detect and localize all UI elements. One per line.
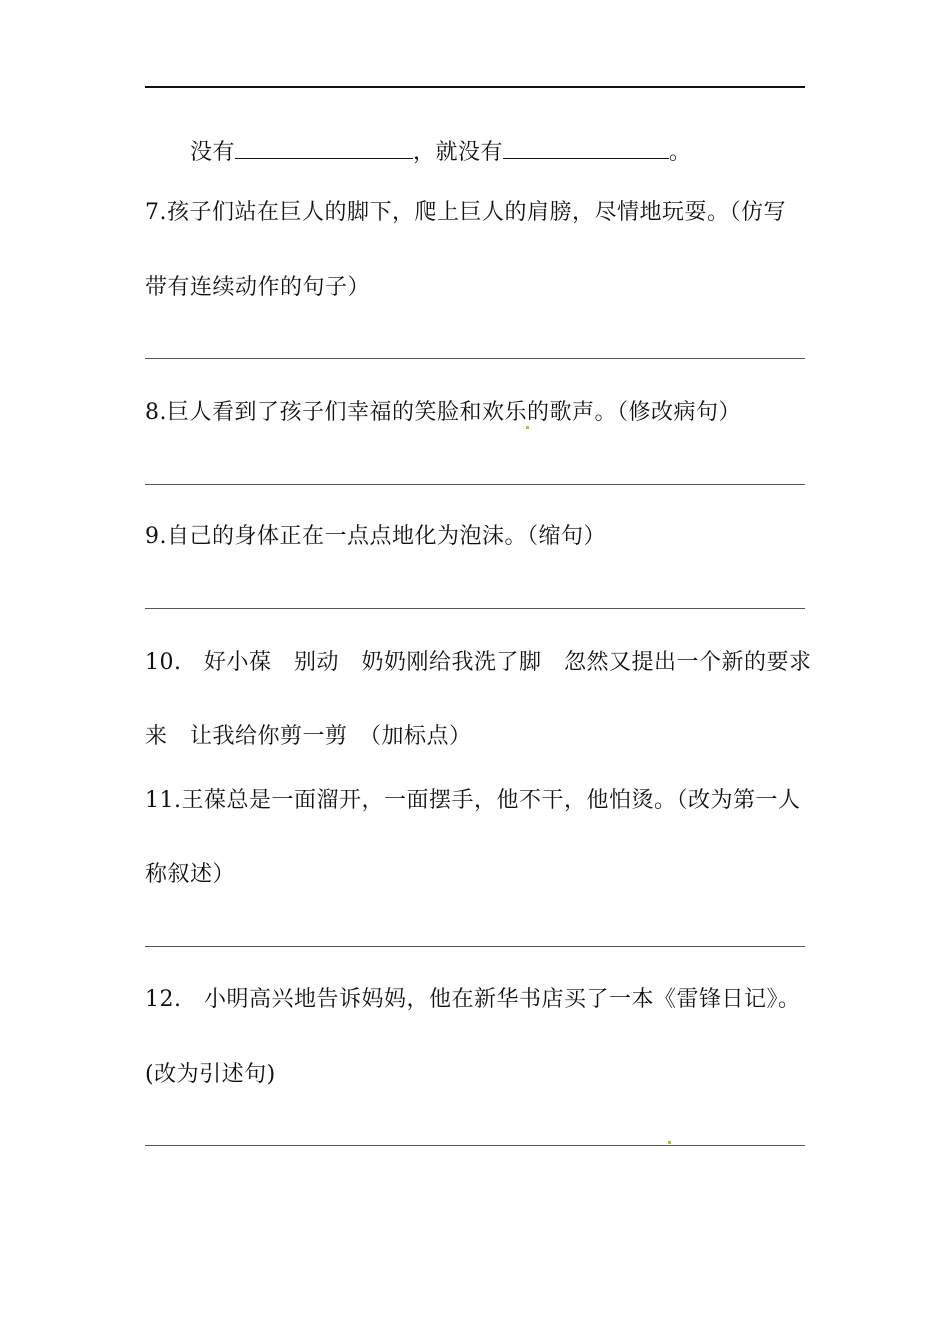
answer-blank-1[interactable] (235, 138, 413, 159)
answer-line-8[interactable] (145, 484, 805, 485)
fill-suffix: 。 (669, 140, 692, 165)
answer-line-12[interactable] (145, 1145, 805, 1146)
answer-line-11[interactable] (145, 946, 805, 947)
fill-in-sentence (190, 138, 692, 168)
top-rule (145, 86, 805, 88)
answer-blank-2[interactable] (503, 138, 669, 159)
stray-dot (668, 1141, 671, 1144)
question-11-line-2: 称叙述） (145, 862, 236, 887)
question-11-line-1: 11.王葆总是一面溜开，一面摆手，他不干，他怕烫。（改为第一人 (145, 788, 801, 813)
question-7-line-2: 带有连续动作的句子） (145, 275, 371, 300)
question-10-line-1: 10. 好小葆 别动 奶奶刚给我洗了脚 忽然又提出一个新的要求 (145, 650, 812, 675)
question-12-line-1: 12. 小明高兴地告诉妈妈，他在新华书店买了一本《雷锋日记》。 (145, 987, 801, 1012)
question-12-line-2: (改为引述句) (145, 1062, 276, 1087)
fill-prefix: 没有 (190, 140, 236, 165)
question-9: 9.自己的身体正在一点点地化为泡沫。（缩句） (145, 524, 606, 549)
question-7-line-1: 7.孩子们站在巨人的脚下，爬上巨人的肩膀，尽情地玩耍。（仿写 (145, 200, 786, 225)
answer-line-9[interactable] (145, 608, 805, 609)
question-8: 8.巨人看到了孩子们幸福的笑脸和欢乐的歌声。（修改病句） (145, 400, 741, 425)
stray-dot (526, 426, 529, 429)
fill-middle: ，就没有 (413, 140, 504, 165)
answer-line-7[interactable] (145, 358, 805, 359)
question-10-line-2: 来 让我给你剪一剪 （加标点） (145, 724, 472, 749)
